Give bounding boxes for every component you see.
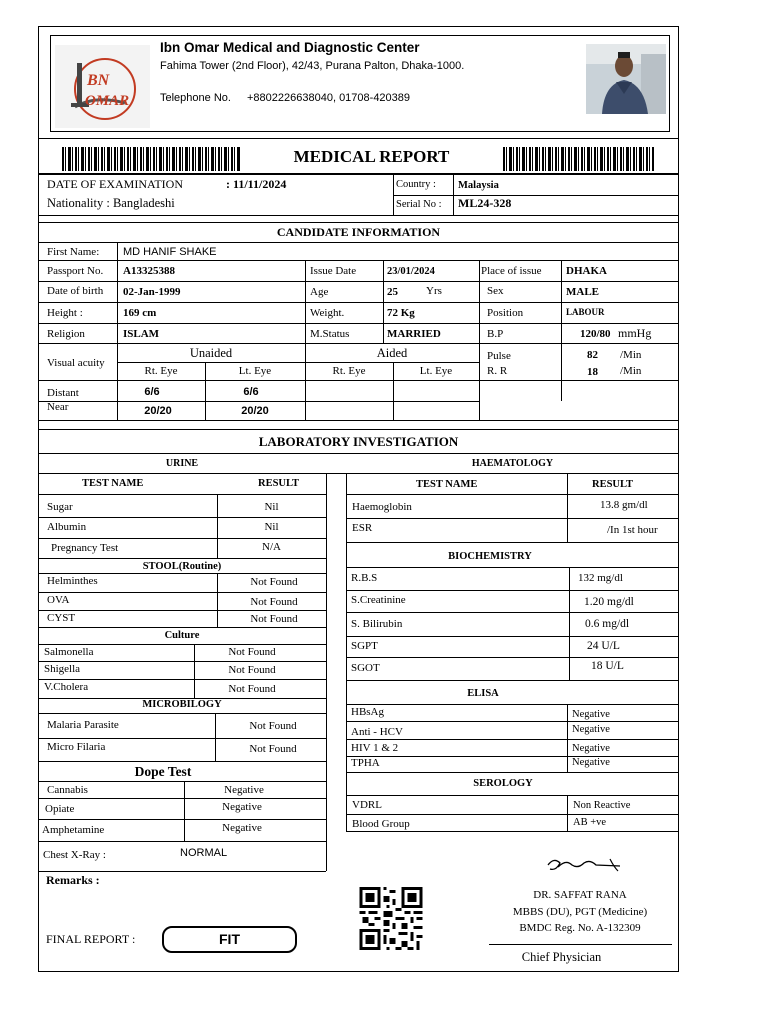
cand-h8 [38,380,679,381]
urine-h2 [38,538,326,539]
elisa-h3 [346,756,679,757]
elisa-test-tpha: TPHA [351,757,380,769]
bio-h4 [346,657,679,658]
svg-text:BN: BN [87,72,110,89]
issue-date-value: 23/01/2024 [387,266,435,277]
elisa-h2 [346,739,679,740]
sero-test-blood-group: Blood Group [352,818,410,830]
elisa-result-tpha: Negative [572,757,610,768]
urine-title: URINE [165,458,199,469]
elisa-test-hiv: HIV 1 & 2 [351,742,399,754]
bio-result-sgot: 18 U/L [591,660,624,672]
bio-test-bilirubin: S. Bilirubin [351,618,403,630]
aided-lt-eye: Lt. Eye [419,365,453,377]
dope-h3 [38,841,326,842]
stool-test-helminthes: Helminthes [47,575,98,587]
lab-title-line [38,453,679,454]
dob-label: Date of birth [47,285,104,297]
final-report-value: FIT [219,931,240,947]
near-label: Near [47,401,69,413]
country-value: Malaysia [458,180,499,191]
dob-value: 02-Jan-1999 [123,286,181,298]
micro-h0 [38,713,326,714]
first-name-label: First Name: [47,246,100,258]
rr-label: R. R [487,365,508,377]
unaided-rt-eye: Rt. Eye [144,365,178,377]
svg-text:OMAR: OMAR [85,93,130,109]
cand-h2 [38,260,679,261]
doctor-reg: BMDC Reg. No. A-132309 [519,922,641,934]
stool-h1 [38,592,326,593]
bio-test-rbs: R.B.S [351,572,378,584]
serial-value: ML24-328 [458,196,512,210]
urine-test-sugar: Sugar [47,501,73,513]
micro-title: MICROBILOGY [142,699,222,710]
lab-section-title: LABORATORY INVESTIGATION [258,434,459,449]
nationality: Nationality : Bangladeshi [47,196,175,210]
micro-h1 [38,738,326,739]
visual-acuity-label: Visual acuity [47,357,105,369]
dope-test-cannabis: Cannabis [47,784,88,796]
near-rt: 20/20 [144,405,172,417]
bio-test-creatinine: S.Creatinine [351,594,406,606]
first-name-value: MD HANIF SHAKE [123,246,217,258]
near-lt: 20/20 [241,405,269,417]
elisa-h0 [346,704,679,705]
mstatus-value: MARRIED [387,328,441,340]
left-barcode [62,147,240,171]
bio-v [569,567,570,680]
elisa-v [567,704,568,772]
center-address: Fahima Tower (2nd Floor), 42/43, Purana Palton, Dhaka-1000. [160,60,465,72]
bio-h2 [346,612,679,613]
place-value: DHAKA [566,265,607,277]
lab-top-line [38,429,679,430]
height-label: Height : [47,307,83,319]
urine-result-pregnancy: N/A [262,541,281,553]
position-label: Position [487,307,524,319]
bio-result-creatinine: 1.20 mg/dl [584,596,634,608]
haem-h0 [346,494,679,495]
micro-v [215,713,216,761]
xray-h [38,871,326,872]
haem-h2 [346,542,679,543]
stool-result-helminthes: Not Found [250,576,298,588]
pulse-unit: /Min [620,349,642,361]
cand-h4 [38,302,679,303]
lab-subtitle-line [38,473,679,474]
cand-v3 [383,260,384,343]
urine-result-sugar: Nil [264,501,279,513]
culture-h0 [38,644,326,645]
urine-result-header: RESULT [258,478,300,489]
rr-value: 18 [587,366,598,378]
sex-value: MALE [566,286,599,298]
sero-test-vdrl: VDRL [352,799,382,811]
elisa-result-hiv: Negative [572,743,610,754]
elisa-result-hbsag: Negative [572,709,610,720]
bio-title: BIOCHEMISTRY [448,551,532,562]
passport-label: Passport No. [47,265,104,277]
stool-v [217,573,218,627]
distant-label: Distant [47,387,79,399]
culture-test-vcholera: V.Cholera [44,681,89,693]
pulse-label: Pulse [487,350,511,362]
chest-xray-label: Chest X-Ray : [43,849,106,861]
culture-test-salmonella: Salmonella [44,646,94,658]
dope-test-opiate: Opiate [45,803,75,815]
bio-h5 [346,680,679,681]
sero-title: SEROLOGY [473,778,533,789]
culture-result-salmonella: Not Found [228,646,276,658]
stool-test-ova: OVA [47,594,70,606]
elisa-test-hbsag: HBsAg [351,706,385,718]
cand-v4 [479,260,480,421]
culture-test-shigella: Shigella [44,663,81,675]
urine-h1 [38,517,326,518]
serial-label: Serial No : [396,199,442,210]
religion-label: Religion [47,328,85,340]
stool-title: STOOL(Routine) [142,561,222,572]
mstatus-label: M.Status [310,328,350,340]
sero-h0 [346,795,679,796]
haem-test-haemoglobin: Haemoglobin [352,501,412,513]
unaided-label: Unaided [189,346,233,360]
dope-h2 [38,819,326,820]
culture-result-shigella: Not Found [228,664,276,676]
doctor-name: DR. SAFFAT RANA [533,889,627,901]
dope-h0 [38,781,326,782]
doctor-signature [544,855,624,875]
position-value: LABOUR [566,307,605,317]
sero-h2 [346,831,679,832]
elisa-title: ELISA [467,688,499,699]
sex-label: Sex [487,285,504,297]
culture-title: Culture [164,630,200,641]
qr-code [359,887,423,950]
final-report-label: FINAL REPORT : [46,932,136,946]
candidate-photo [586,44,666,114]
dope-test-amphetamine: Amphetamine [42,824,105,836]
exam-date-label: DATE OF EXAMINATION [47,177,183,191]
haem-test-esr: ESR [352,522,373,534]
sero-result-vdrl: Non Reactive [573,800,631,811]
age-value: 25 [387,286,398,298]
bio-result-rbs: 132 mg/dl [578,572,623,584]
aided-label: Aided [376,346,408,360]
telephone-label: Telephone No. [160,92,231,104]
haem-test-name-header: TEST NAME [416,479,478,490]
sero-result-blood-group: AB +ve [573,817,607,828]
urine-h0 [38,494,326,495]
doctor-title: Chief Physician [521,950,602,964]
urine-test-albumin: Albumin [47,521,87,533]
doctor-degree: MBBS (DU), PGT (Medicine) [512,906,648,918]
dope-result-cannabis: Negative [224,784,264,796]
stool-result-ova: Not Found [250,596,298,608]
telephone-value: +8802226638040, 01708-420389 [247,92,411,104]
bp-label: B.P [487,328,504,340]
haem-h1 [346,518,679,519]
distant-lt: 6/6 [243,386,259,398]
rr-unit: /Min [620,365,642,377]
exam-date-value: : 11/11/2024 [226,177,287,191]
height-value: 169 cm [123,307,157,319]
candidate-section-title: CANDIDATE INFORMATION [276,225,441,239]
haem-v0 [567,473,568,542]
stool-h0 [38,573,326,574]
cand-v2 [305,260,306,421]
religion-value: ISLAM [123,328,160,340]
bp-value: 120/80 [580,328,611,340]
stool-h2 [38,610,326,611]
weight-label: Weight. [310,307,345,319]
urine-test-name-header: TEST NAME [82,478,144,489]
center-logo [55,45,150,128]
cand-h9 [38,401,479,402]
issue-date-label: Issue Date [310,265,357,277]
center-name: Ibn Omar Medical and Diagnostic Center [160,40,420,55]
dope-result-amphetamine: Negative [222,822,262,834]
sero-v [567,795,568,831]
pulse-value: 82 [587,349,598,361]
bio-result-bilirubin: 0.6 mg/dl [585,618,630,630]
country-label: Country : [396,179,436,190]
chest-xray-value: NORMAL [180,847,228,859]
distant-rt: 6/6 [144,386,160,398]
haem-result-haemoglobin: 13.8 gm/dl [600,499,648,511]
culture-result-vcholera: Not Found [228,683,276,695]
cand-h7 [117,362,479,363]
dope-title: Dope Test [134,764,192,779]
elisa-test-hcv: Anti - HCV [351,726,403,738]
age-unit: Yrs [426,285,442,297]
stool-test-cyst: CYST [47,612,76,624]
weight-value: 72 Kg [387,307,415,319]
micro-h2 [38,761,326,762]
aided-rt-eye: Rt. Eye [332,365,366,377]
dope-h1 [38,798,326,799]
bio-test-sgpt: SGPT [351,640,378,652]
micro-test-filaria: Micro Filaria [47,741,106,753]
urine-h3 [38,558,326,559]
culture-v [194,644,195,698]
micro-test-malaria: Malaria Parasite [47,719,119,731]
stool-h3 [38,627,326,628]
urine-test-pregnancy: Pregnancy Test [51,542,119,554]
culture-h1 [38,661,326,662]
right-barcode [503,147,654,171]
elisa-h1 [346,721,679,722]
bio-h3 [346,636,679,637]
report-title: MEDICAL REPORT [293,147,450,166]
signature-line [489,944,672,945]
bio-h1 [346,590,679,591]
remarks-label: Remarks : [46,873,100,887]
bp-unit: mmHg [618,326,652,340]
cand-h6 [38,343,679,344]
dope-result-opiate: Negative [222,801,262,813]
bio-h0 [346,567,679,568]
bio-test-sgot: SGOT [351,662,380,674]
culture-h2 [38,679,326,680]
micro-result-malaria: Not Found [249,720,297,732]
passport-value: A13325388 [123,265,175,277]
lab-left-divider [326,473,327,871]
unaided-lt-eye: Lt. Eye [238,365,272,377]
haem-result-header: RESULT [592,479,634,490]
micro-result-filaria: Not Found [249,743,297,755]
exam-divider-h [393,195,679,196]
elisa-h4 [346,772,679,773]
sero-h1 [346,814,679,815]
bio-result-sgpt: 24 U/L [587,640,620,652]
cand-h5 [38,323,679,324]
cand-v5 [561,260,562,401]
age-label: Age [310,286,329,298]
haem-result-esr: /In 1st hour [607,524,658,536]
stool-result-cyst: Not Found [250,613,298,625]
urine-result-albumin: Nil [264,521,279,533]
cand-h1 [38,242,679,243]
haem-title: HAEMATOLOGY [471,458,554,469]
place-label: Place of issue [481,265,542,277]
elisa-result-hcv: Negative [572,724,610,735]
cand-h3 [38,281,679,282]
